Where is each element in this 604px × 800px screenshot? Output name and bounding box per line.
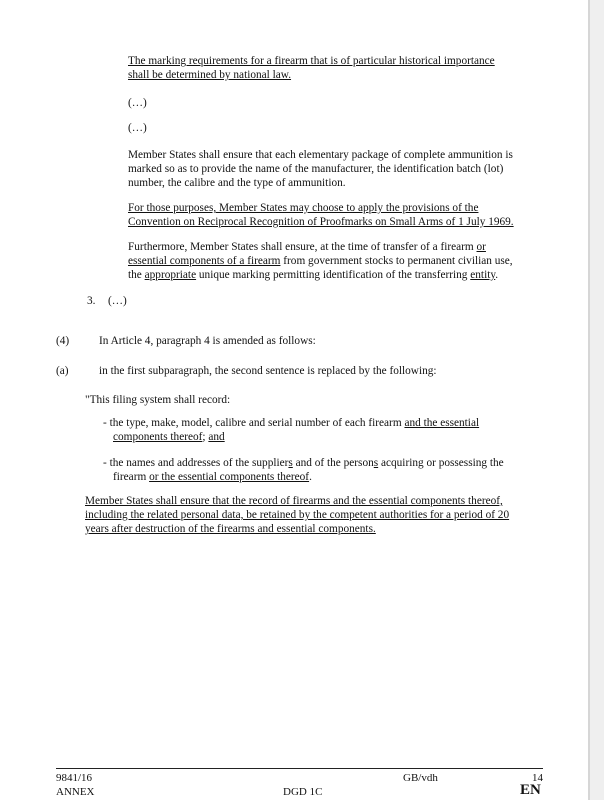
text-line: components thereof; and — [113, 431, 225, 443]
ellipsis-line: (…) — [128, 122, 147, 134]
bullet-item-firearm-details — [103, 416, 479, 444]
text-line: - the type, make, model, calibre and serial number of each firearm and the essential — [103, 417, 480, 429]
text-line: years after destruction of the firearms and essential components. — [85, 523, 376, 535]
item-4-number: (4) — [56, 335, 70, 347]
footer-page-number: 14 — [532, 772, 543, 784]
transfer-marking-paragraph — [128, 240, 513, 282]
item-a-number: (a) — [56, 365, 69, 377]
ammunition-package-paragraph — [128, 148, 513, 190]
text-line: Furthermore, Member States shall ensure, at the time of transfer of a firearm or — [128, 241, 486, 253]
footer-rule — [56, 768, 543, 769]
footer-doc-number: 9841/16 — [56, 772, 93, 784]
text-line: shall be determined by national law. — [128, 69, 292, 81]
historical-marking-paragraph — [128, 54, 495, 82]
text-line: Member States shall ensure that each elementary package of complete ammunition is — [128, 149, 513, 161]
text-line: - the names and addresses of the suppliers and of the persons acquiring or possessing the — [103, 457, 504, 469]
item-3-text: (…) — [108, 295, 127, 307]
proofmarks-convention-paragraph — [128, 201, 514, 229]
text-line: number, the calibre and the type of ammunition. — [128, 177, 346, 189]
page-edge-shadow — [590, 0, 604, 800]
quote-intro: "This filing system shall record: — [85, 394, 231, 406]
text-line: Member States shall ensure that the record of firearms and the essential components thereof, — [85, 495, 503, 507]
text-line: essential components of a firearm from government stocks to permanent civilian use, — [128, 255, 513, 267]
text-line: Convention on Reciprocal Recognition of Proofmarks on Small Arms of 1 July 1969. — [128, 216, 514, 228]
ellipsis-line: (…) — [128, 97, 147, 109]
text-line: marked so as to provide the name of the manufacturer, the identification batch (lot) — [128, 163, 504, 175]
text-line: The marking requirements for a firearm that is of particular historical importance — [128, 55, 495, 67]
record-retention-paragraph — [85, 494, 509, 536]
item-3-number: 3. — [87, 295, 96, 307]
text-line: including the related personal data, be retained by the competent authorities for a period of 20 — [85, 509, 510, 521]
footer-dgd: DGD 1C — [283, 786, 323, 798]
footer-initials: GB/vdh — [403, 772, 438, 784]
footer-annex: ANNEX — [56, 786, 95, 798]
footer-language: EN — [520, 782, 541, 798]
text-line: For those purposes, Member States may choose to apply the provisions of the — [128, 202, 479, 214]
bullet-item-supplier-details — [103, 456, 504, 484]
text-line: the appropriate unique marking permitting identification of the transferring entity. — [128, 269, 499, 281]
item-4-text: In Article 4, paragraph 4 is amended as follows: — [99, 335, 316, 347]
item-a-text: in the first subparagraph, the second sentence is replaced by the following: — [99, 365, 437, 377]
text-line: firearm or the essential components thereof. — [113, 471, 312, 483]
